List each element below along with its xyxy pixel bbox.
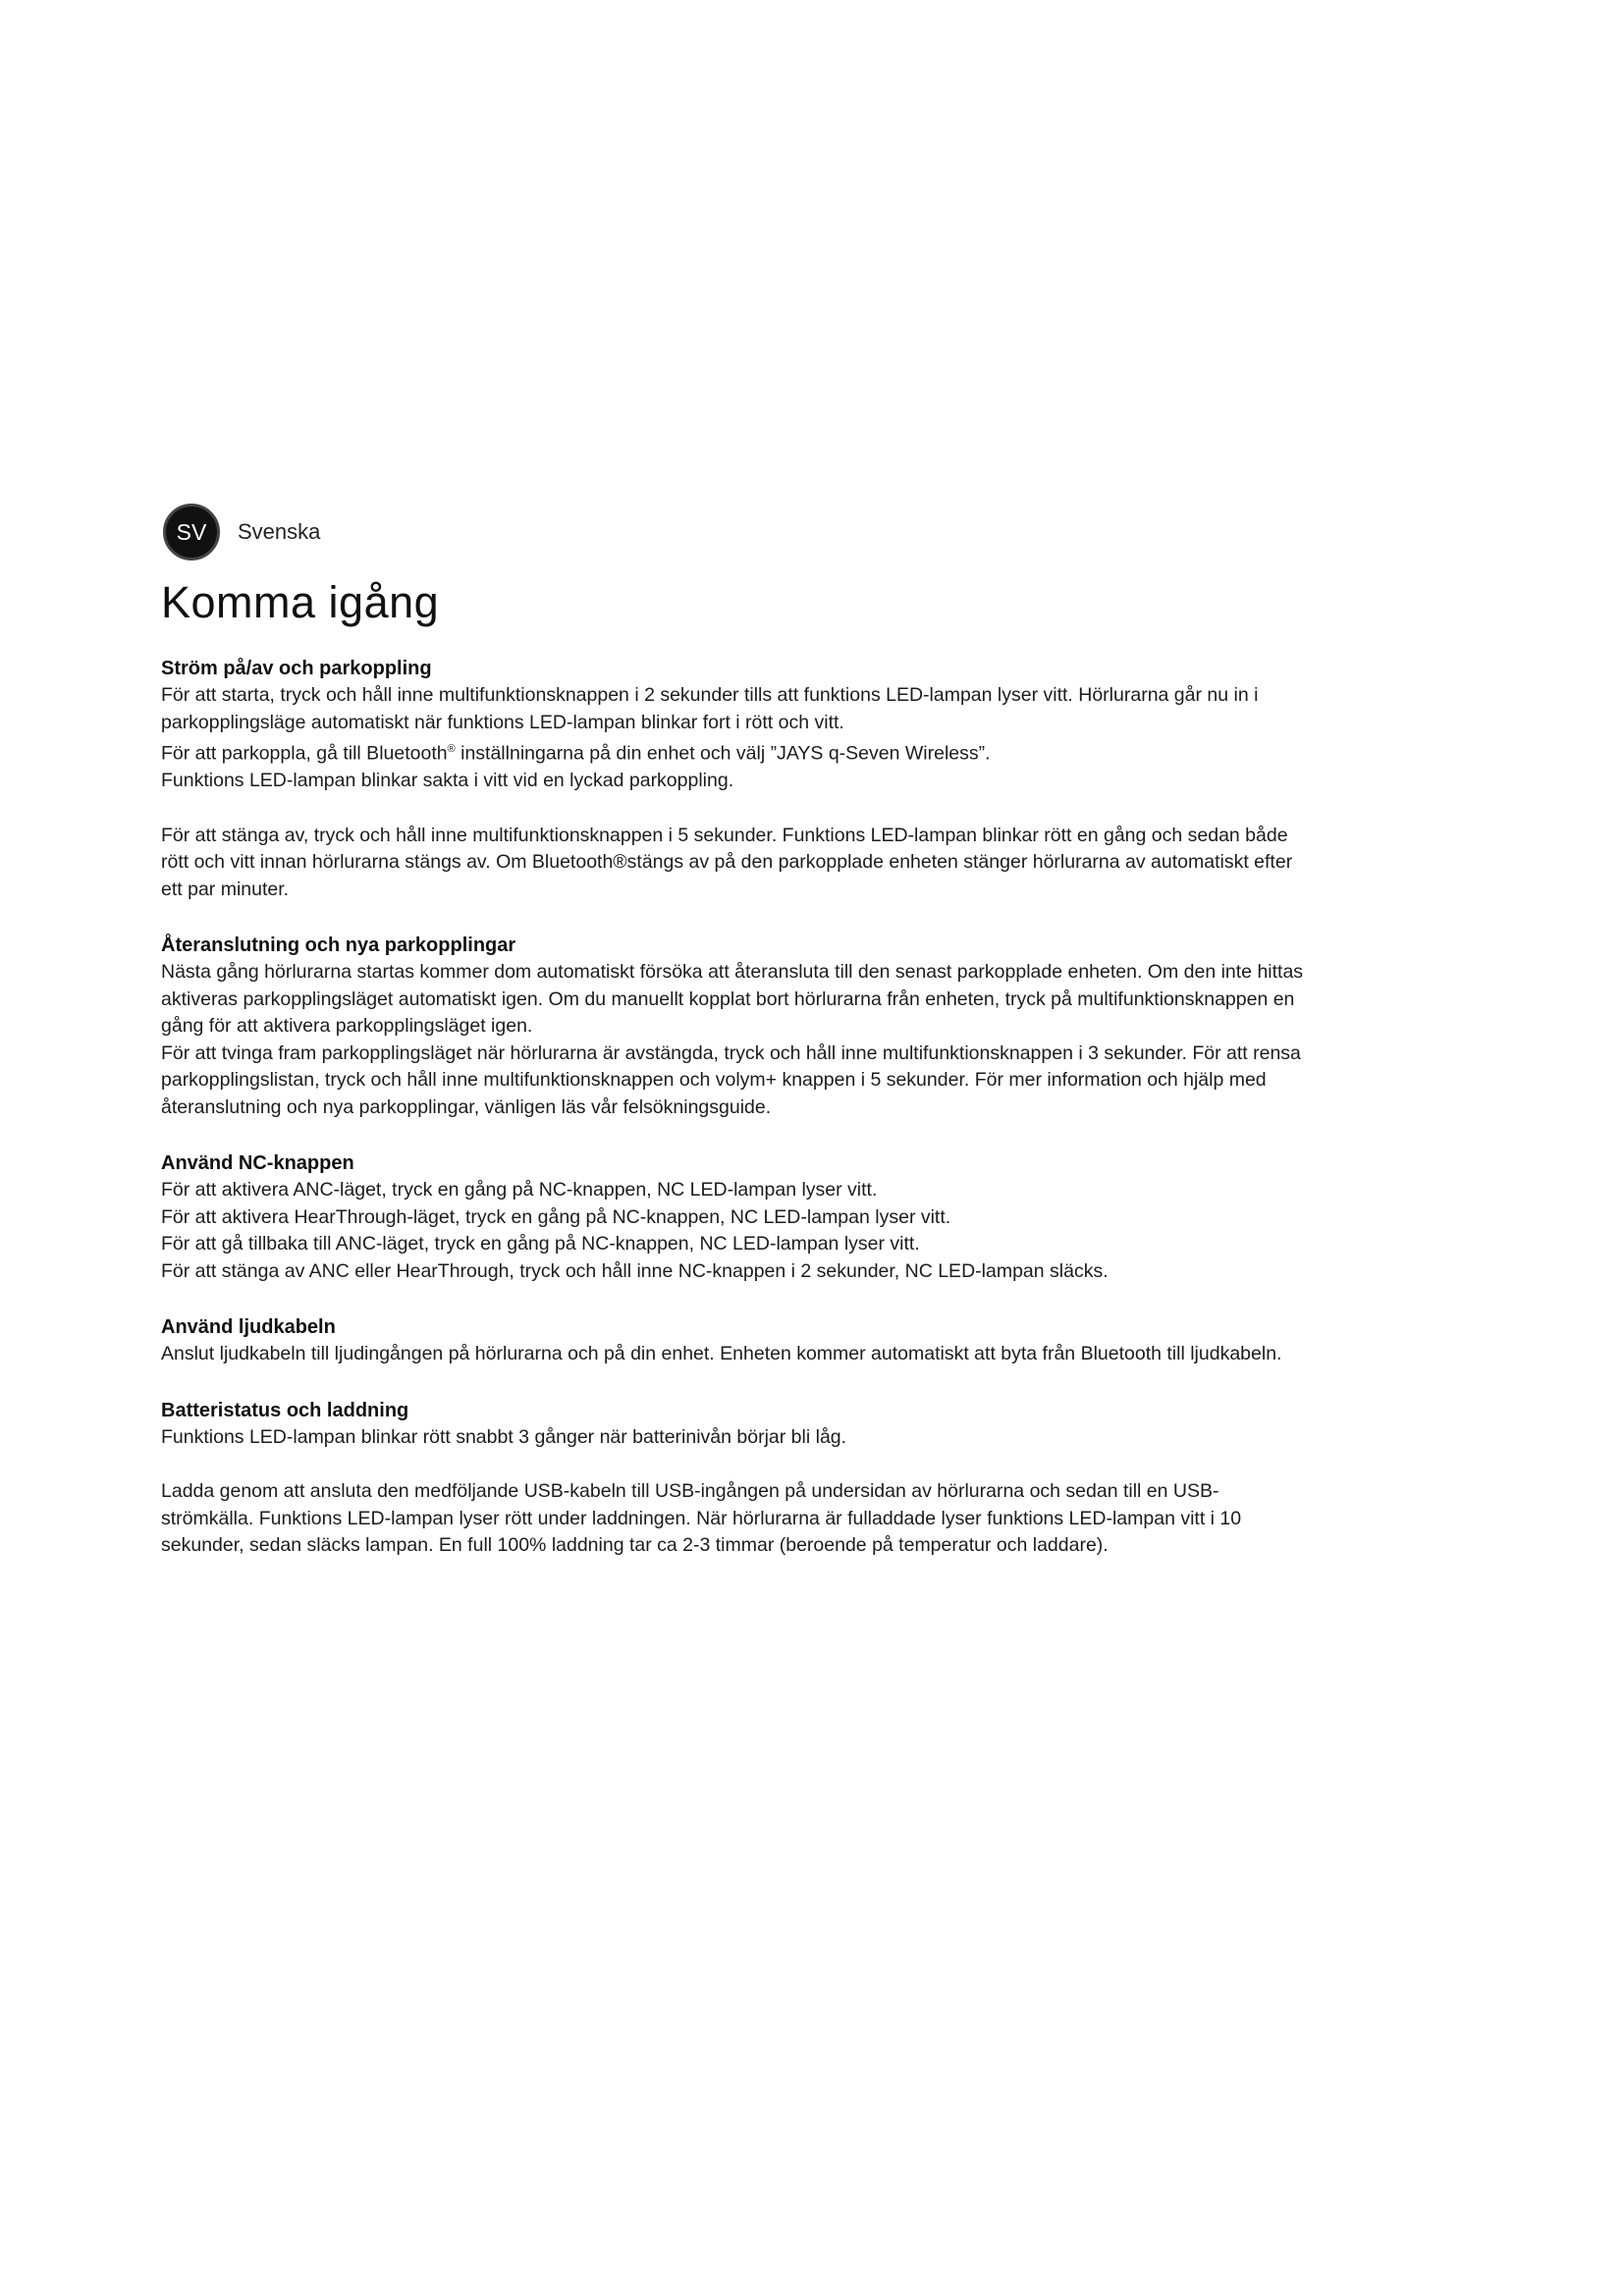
registered-mark: ® [447, 743, 456, 755]
section-heading: Ström på/av och parkoppling [161, 658, 432, 679]
paragraph-text: inställningarna på din enhet och välj ”JAYS q-Seven Wireless”. [455, 742, 991, 765]
paragraph: Ladda genom att ansluta den medföljande USB-kabeln till USB-ingången på undersidan av hörlurarna och sedan till en USB-strömkälla. Funktions LED-lampan lyser rött under laddningen. När hörlurarna är fulladdade lyser funktions LED-lampan vitt i 10 sekunder, sedan släcks lampan. En full 100% laddning tar ca 2-3 timmar (beroende på temperatur och laddare). [161, 1480, 1242, 1556]
document-body [161, 656, 1310, 1560]
section-battery [161, 1398, 1310, 1560]
section-heading: Batteristatus och laddning [161, 1399, 409, 1421]
paragraph: Funktions LED-lampan blinkar sakta i vitt vid en lyckad parkoppling. [161, 770, 734, 791]
paragraph: För att stänga av, tryck och håll inne multifunktionsknappen i 5 sekunder. Funktions LED-lampan blinkar rött en gång och sedan både rött och vitt innan hörlurarna stängs av. Om Bluetooth®stängs av på den parkopplade enheten stänger hörlurarna av automatiskt efter ett par minuter. [161, 824, 1293, 900]
section-power-pairing [161, 656, 1310, 903]
list-item: För att gå tillbaka till ANC-läget, tryck en gång på NC-knappen, NC LED-lampan lyser vitt. [161, 1233, 920, 1255]
section-nc-button [161, 1150, 1310, 1285]
section-heading: Återanslutning och nya parkopplingar [161, 934, 516, 956]
paragraph: Funktions LED-lampan blinkar rött snabbt 3 gånger när batterinivån börjar bli låg. [161, 1425, 847, 1448]
list-item: För att aktivera ANC-läget, tryck en gång på NC-knappen, NC LED-lampan lyser vitt. [161, 1179, 878, 1201]
section-audio-cable [161, 1314, 1310, 1368]
paragraph: Nästa gång hörlurarna startas kommer dom automatiskt försöka att återansluta till den senast parkopplade enheten. Om den inte hittas aktiveras parkopplingsläget automatiskt igen. Om du manuellt kopplat bort hörlurarna från enheten, tryck på multifunktionsknappen en gång för att aktivera parkopplingsläget igen. [161, 961, 1304, 1037]
section-heading: Använd NC-knappen [161, 1152, 354, 1174]
section-heading: Använd ljudkabeln [161, 1316, 336, 1338]
page-title: Komma igång [161, 577, 440, 627]
list-item: För att aktivera HearThrough-läget, tryck en gång på NC-knappen, NC LED-lampan lyser vitt. [161, 1205, 951, 1228]
paragraph-text: För att parkoppla, gå till Bluetooth [161, 742, 448, 765]
list-item: För att stänga av ANC eller HearThrough, tryck och håll inne NC-knappen i 2 sekunder, NC LED-lampan släcks. [161, 1259, 1109, 1282]
paragraph [161, 736, 1310, 768]
language-label: Svenska [238, 519, 321, 544]
language-indicator [163, 504, 320, 561]
paragraph: För att tvinga fram parkopplingsläget när hörlurarna är avstängda, tryck och håll inne multifunktionsknappen i 3 sekunder. För att rensa parkopplingslistan, tryck och håll inne multifunktionsknappen och volym+ knappen i 5 sekunder. För mer information och hjälp med återanslutning och nya parkopplingar, vänligen läs vår felsökningsguide. [161, 1041, 1301, 1118]
paragraph: Anslut ljudkabeln till ljudingången på hörlurarna och på din enhet. Enheten kommer automatiskt att byta från Bluetooth till ljudkabeln. [161, 1343, 1282, 1364]
paragraph: För att starta, tryck och håll inne multifunktionsknappen i 2 sekunder tills att funktions LED-lampan lyser vitt. Hörlurarna går nu in i parkopplingsläge automatiskt när funktions LED-lampan blinkar fort i rött och vitt. [161, 684, 1259, 733]
section-reconnect [161, 933, 1310, 1121]
language-badge: SV [163, 504, 220, 561]
